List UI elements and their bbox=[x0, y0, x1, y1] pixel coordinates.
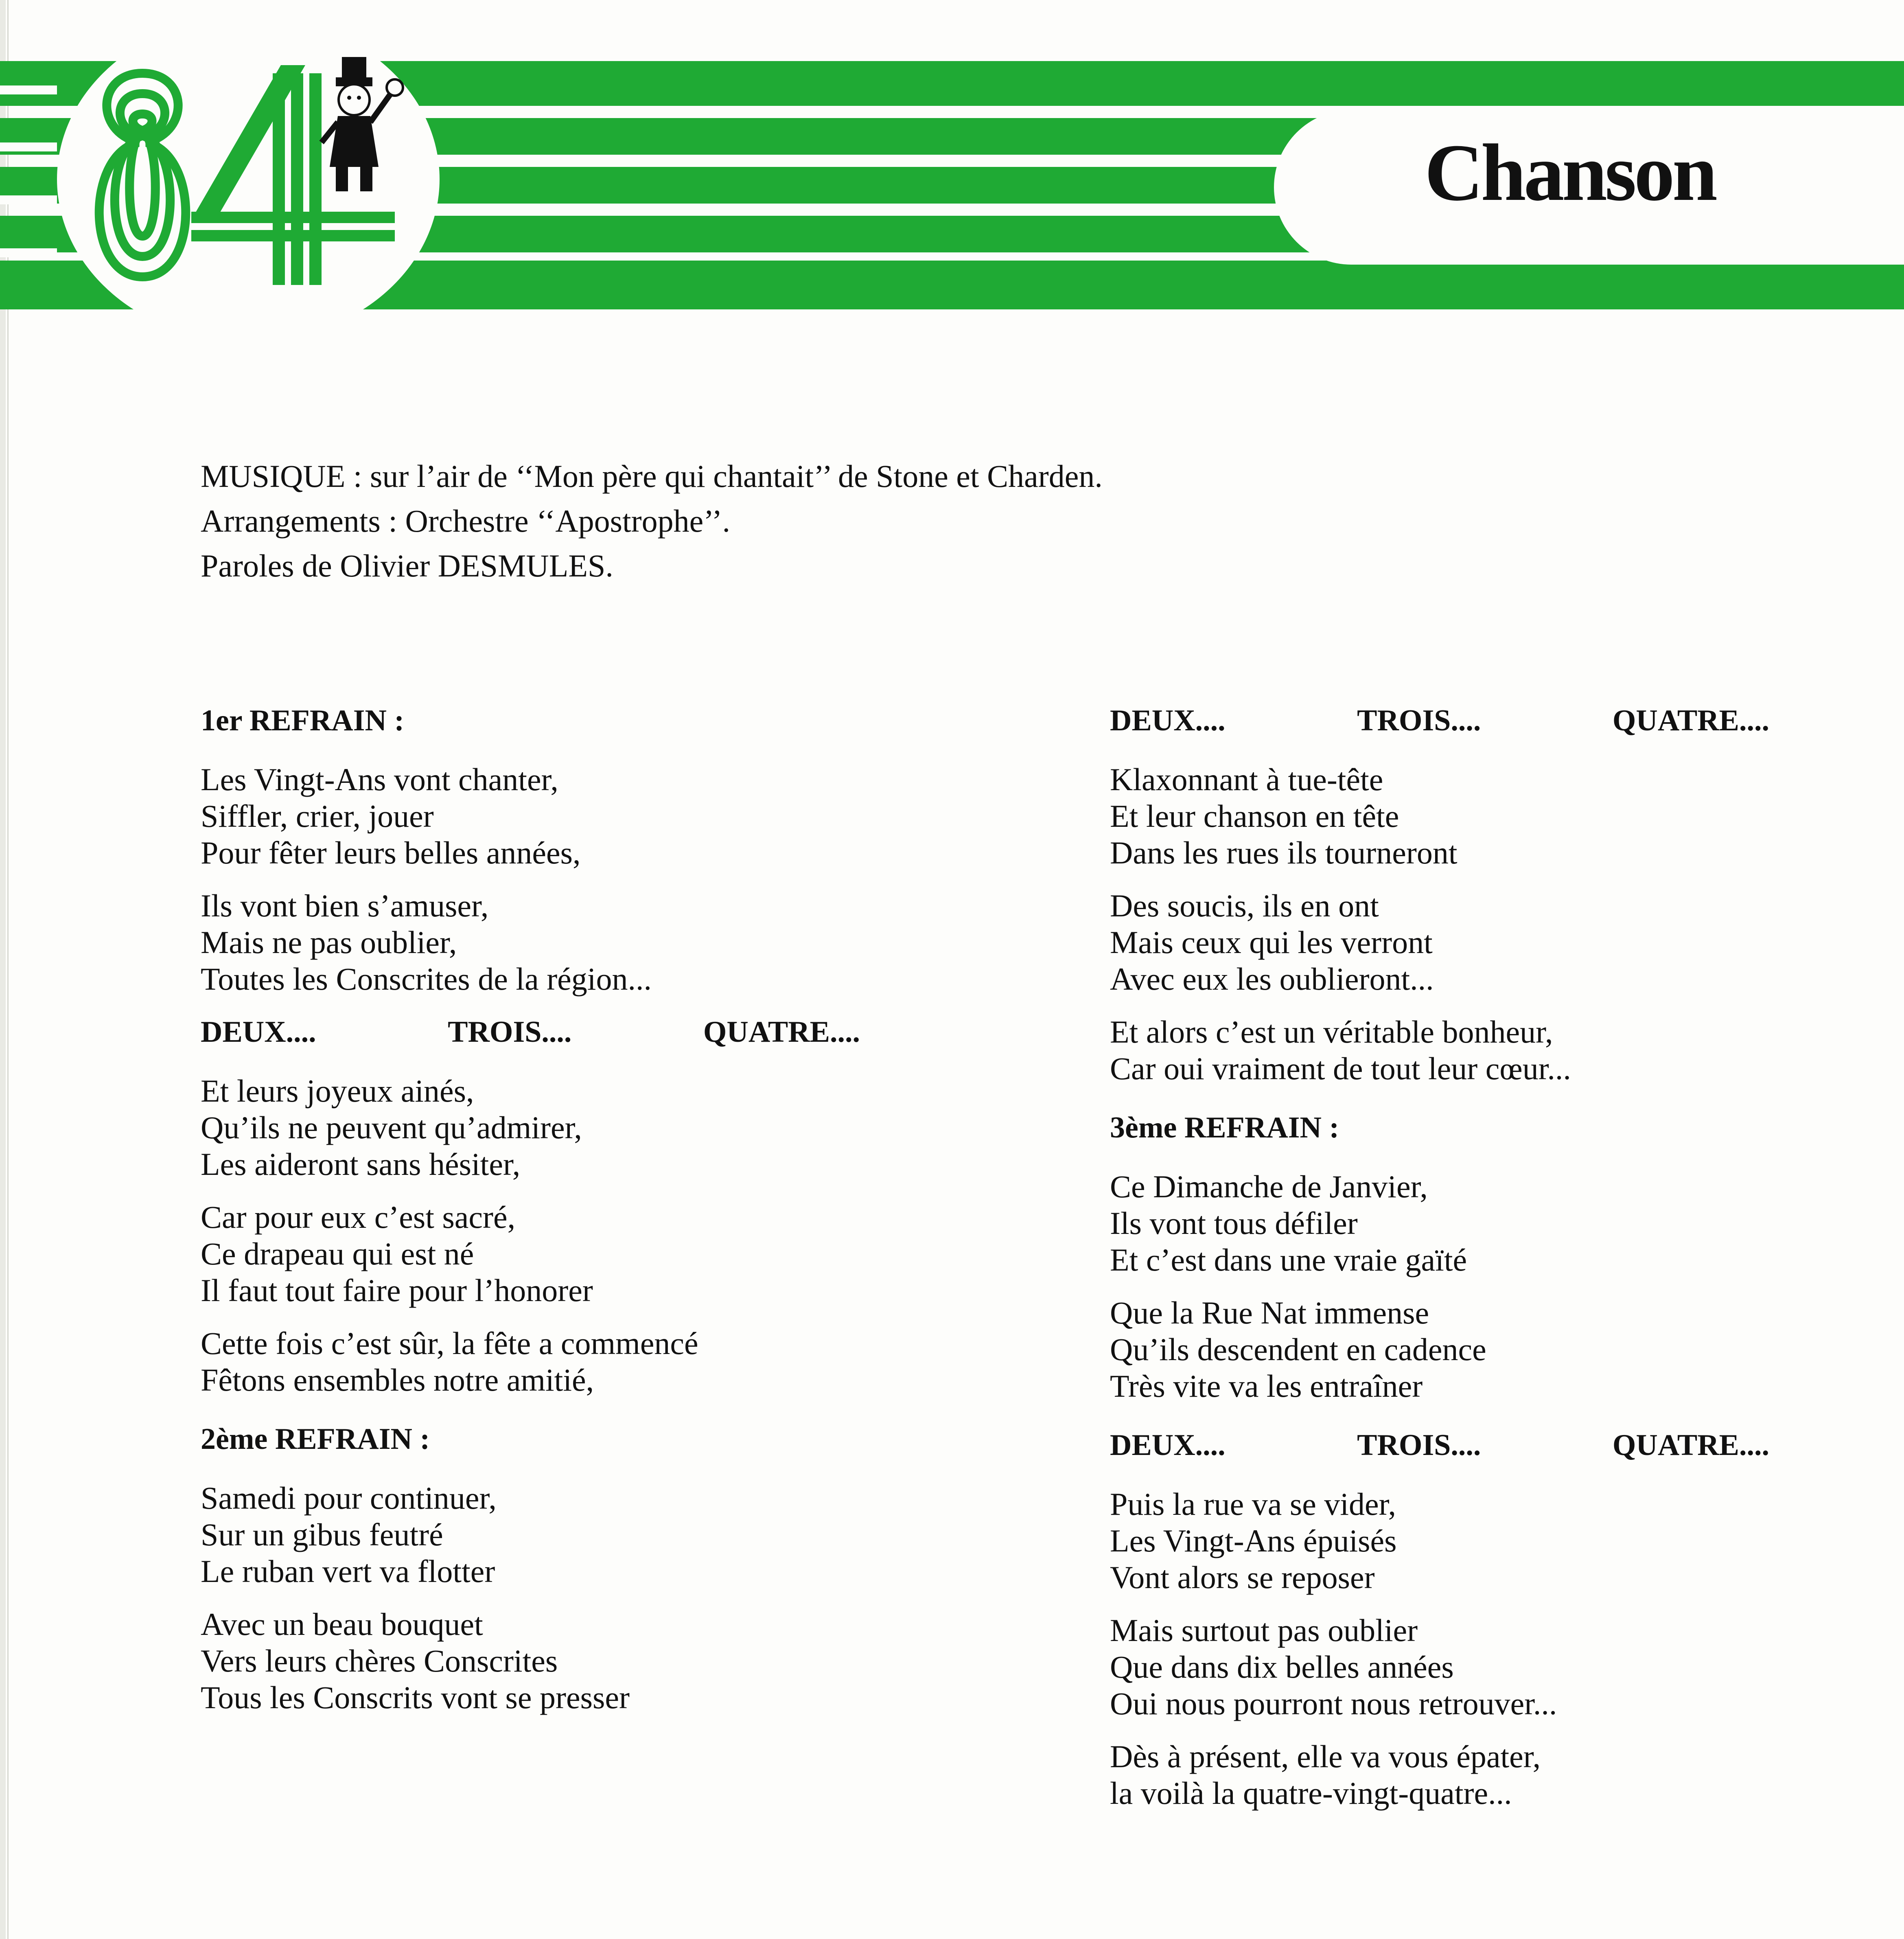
lyric-line: Qu’ils descendent en cadence bbox=[1110, 1332, 1486, 1367]
lyric-line: Ils vont tous défiler bbox=[1110, 1205, 1358, 1241]
lyric-line: Mais ne pas oublier, bbox=[201, 925, 457, 960]
stripe-ticks bbox=[0, 61, 57, 309]
refrain-heading: 2ème REFRAIN : bbox=[201, 1422, 430, 1456]
stanza bbox=[201, 1606, 913, 1716]
lyric-line: Des soucis, ils en ont bbox=[1110, 888, 1379, 923]
credit-arrangements: Arrangements : Orchestre ‘‘Apostrophe’’. bbox=[201, 503, 730, 539]
lyric-line: Le ruban vert va flotter bbox=[201, 1553, 495, 1589]
countdown-word: DEUX.... bbox=[1110, 704, 1226, 737]
stanza bbox=[201, 1325, 913, 1398]
lyric-line: Vers leurs chères Conscrites bbox=[201, 1643, 558, 1678]
lyric-line: Mais surtout pas oublier bbox=[1110, 1613, 1418, 1648]
lyric-line: Dès à présent, elle va vous épater, bbox=[1110, 1739, 1541, 1774]
lyric-line: la voilà la quatre-vingt-quatre... bbox=[1110, 1775, 1512, 1811]
lyric-line: Sur un gibus feutré bbox=[201, 1517, 443, 1552]
stanza bbox=[201, 887, 913, 997]
credit-lyrics: Paroles de Olivier DESMULES. bbox=[201, 548, 613, 583]
lyric-line: Ce Dimanche de Janvier, bbox=[1110, 1169, 1428, 1204]
lyric-line: Les aideront sans hésiter, bbox=[201, 1146, 521, 1182]
lyric-line: Avec un beau bouquet bbox=[201, 1606, 483, 1642]
lyric-line: Et leur chanson en tête bbox=[1110, 798, 1399, 834]
lyrics-left-column bbox=[201, 702, 913, 1716]
lyric-line: Klaxonnant à tue-tête bbox=[1110, 762, 1383, 797]
countdown-word: QUATRE.... bbox=[703, 1015, 860, 1049]
countdown-word: DEUX.... bbox=[201, 1015, 316, 1049]
lyric-line: Samedi pour continuer, bbox=[201, 1480, 497, 1516]
stanza bbox=[201, 1199, 913, 1309]
lyric-line: Et leurs joyeux ainés, bbox=[201, 1073, 474, 1109]
lyrics-right-column bbox=[1110, 702, 1769, 1812]
lyric-line: Avec eux les oublieront... bbox=[1110, 961, 1434, 997]
lyric-line: Car pour eux c’est sacré, bbox=[201, 1199, 516, 1235]
stanza bbox=[1110, 887, 1769, 997]
stanza bbox=[1110, 1486, 1769, 1596]
countdown-row bbox=[201, 1014, 860, 1050]
stanza bbox=[201, 1480, 913, 1590]
stanza bbox=[1110, 1295, 1769, 1404]
countdown-word: DEUX.... bbox=[1110, 1429, 1226, 1462]
refrain-heading: 3ème REFRAIN : bbox=[1110, 1111, 1339, 1144]
lyric-line: Que la Rue Nat immense bbox=[1110, 1295, 1429, 1330]
lyric-line: Il faut tout faire pour l’honorer bbox=[201, 1273, 593, 1308]
countdown-word: TROIS.... bbox=[1357, 704, 1481, 737]
lyric-line: Qu’ils ne peuvent qu’admirer, bbox=[201, 1110, 582, 1145]
countdown-row bbox=[1110, 1427, 1769, 1464]
lyric-line: Très vite va les entraîner bbox=[1110, 1368, 1423, 1404]
credits bbox=[201, 454, 1103, 588]
countdown-word: QUATRE.... bbox=[1612, 704, 1769, 737]
page-title: Chanson bbox=[1425, 128, 1715, 218]
refrain-heading: 1er REFRAIN : bbox=[201, 704, 405, 737]
lyric-line: Ils vont bien s’amuser, bbox=[201, 888, 489, 923]
stanza bbox=[1110, 1738, 1769, 1812]
lyric-line: Tous les Conscrits vont se presser bbox=[201, 1680, 630, 1715]
lyric-line: Siffler, crier, jouer bbox=[201, 798, 434, 834]
countdown-word: QUATRE.... bbox=[1612, 1429, 1769, 1462]
lyric-line: Ce drapeau qui est né bbox=[201, 1236, 474, 1271]
stanza bbox=[201, 1073, 913, 1183]
header-banner bbox=[0, 0, 1904, 326]
lyric-line: Cette fois c’est sûr, la fête a commencé bbox=[201, 1326, 698, 1361]
countdown-row bbox=[1110, 702, 1769, 739]
lyric-line: Les Vingt-Ans vont chanter, bbox=[201, 762, 558, 797]
stanza bbox=[201, 761, 913, 871]
credit-music: MUSIQUE : sur l’air de ‘‘Mon père qui chantait’’ de Stone et Charden. bbox=[201, 458, 1103, 494]
countdown-word: TROIS.... bbox=[448, 1015, 572, 1049]
lyric-line: Et c’est dans une vraie gaïté bbox=[1110, 1242, 1467, 1277]
countdown-word: TROIS.... bbox=[1357, 1429, 1481, 1462]
lyric-line: Toutes les Conscrites de la région... bbox=[201, 961, 652, 997]
lyric-line: Et alors c’est un véritable bonheur, bbox=[1110, 1014, 1553, 1049]
stanza bbox=[1110, 761, 1769, 871]
lyric-line: Vont alors se reposer bbox=[1110, 1560, 1375, 1595]
stanza bbox=[1110, 1168, 1769, 1278]
lyric-line: Que dans dix belles années bbox=[1110, 1649, 1454, 1685]
lyric-line: Les Vingt-Ans épuisés bbox=[1110, 1523, 1397, 1558]
lyric-line: Mais ceux qui les verront bbox=[1110, 925, 1433, 960]
lyric-line: Dans les rues ils tourneront bbox=[1110, 835, 1458, 870]
lyric-line: Puis la rue va se vider, bbox=[1110, 1486, 1396, 1522]
lyric-line: Oui nous pourront nous retrouver... bbox=[1110, 1686, 1557, 1721]
lyric-line: Pour fêter leurs belles années, bbox=[201, 835, 581, 870]
logo-84-icon bbox=[69, 49, 436, 313]
lyric-line: Fêtons ensembles notre amitié, bbox=[201, 1362, 594, 1398]
stanza bbox=[1110, 1014, 1769, 1087]
stanza bbox=[1110, 1612, 1769, 1722]
lyric-line: Car oui vraiment de tout leur cœur... bbox=[1110, 1051, 1571, 1086]
